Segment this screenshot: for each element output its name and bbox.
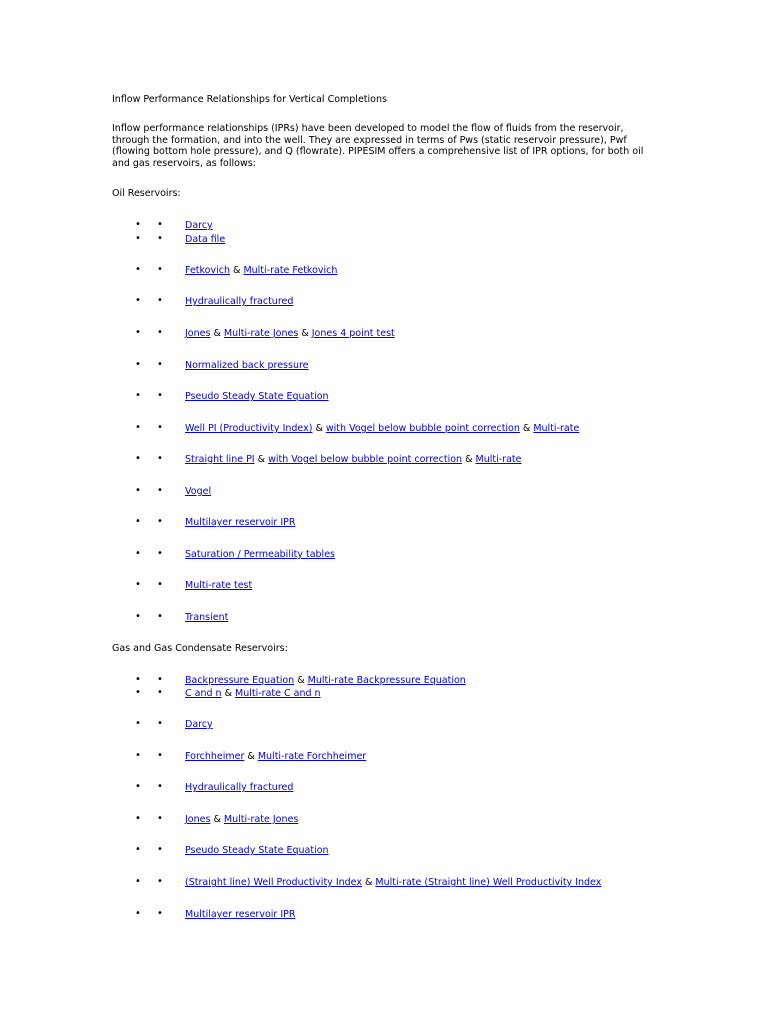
- bullet-icon: •: [135, 485, 141, 496]
- bullet-icon: •: [157, 813, 163, 824]
- gas-reservoirs-heading: Gas and Gas Condensate Reservoirs:: [112, 643, 288, 654]
- item-links: [185, 423, 579, 435]
- item-links: [185, 580, 252, 592]
- ipr-link[interactable]: Well PI (Productivity Index): [185, 423, 313, 434]
- oil-reservoirs-heading: Oil Reservoirs:: [112, 188, 181, 199]
- ampersand-separator: &: [230, 265, 244, 276]
- ipr-link[interactable]: Multi-rate Jones: [223, 814, 299, 825]
- item-links: [185, 360, 309, 372]
- item-links: [185, 296, 293, 308]
- bullet-icon: •: [157, 548, 163, 559]
- ipr-link[interactable]: Multilayer reservoir IPR: [185, 517, 296, 528]
- bullet-icon: •: [157, 390, 163, 401]
- ampersand-separator: &: [361, 877, 376, 888]
- ipr-link[interactable]: Pseudo Steady State Equation: [185, 845, 329, 856]
- bullet-icon: •: [157, 327, 163, 338]
- ipr-link[interactable]: Multi-rate: [475, 454, 522, 465]
- bullet-icon: •: [135, 750, 141, 761]
- ampersand-separator: &: [244, 751, 258, 762]
- ipr-link[interactable]: Transient: [185, 612, 229, 623]
- ampersand-separator: &: [519, 423, 534, 434]
- item-links: [185, 675, 466, 687]
- bullet-icon: •: [135, 908, 141, 919]
- item-links: [185, 549, 335, 561]
- ipr-link[interactable]: Vogel: [185, 486, 212, 497]
- bullet-icon: •: [135, 327, 141, 338]
- ipr-link[interactable]: Jones: [185, 814, 211, 825]
- item-links: [185, 517, 295, 529]
- ipr-link[interactable]: Fetkovich: [185, 265, 230, 276]
- ipr-link[interactable]: Multi-rate: [533, 423, 580, 434]
- ipr-link[interactable]: Multi-rate test: [185, 580, 253, 591]
- item-links: [185, 845, 329, 857]
- ipr-link[interactable]: Pseudo Steady State Equation: [185, 391, 329, 402]
- item-links: [185, 719, 213, 731]
- bullet-icon: •: [135, 579, 141, 590]
- bullet-icon: •: [157, 718, 163, 729]
- ampersand-separator: &: [298, 328, 312, 339]
- bullet-icon: •: [157, 453, 163, 464]
- item-links: [185, 486, 211, 498]
- item-links: [185, 688, 321, 700]
- bullet-icon: •: [135, 687, 141, 698]
- bullet-icon: •: [135, 295, 141, 306]
- bullet-icon: •: [157, 264, 163, 275]
- bullet-icon: •: [157, 844, 163, 855]
- ipr-link[interactable]: Multi-rate Jones: [223, 328, 299, 339]
- ampersand-separator: &: [221, 688, 236, 699]
- ipr-link[interactable]: Straight line PI: [185, 454, 255, 465]
- bullet-icon: •: [135, 781, 141, 792]
- ipr-link[interactable]: Multi-rate C and n: [235, 688, 321, 699]
- item-links: [185, 751, 366, 763]
- bullet-icon: •: [157, 516, 163, 527]
- ipr-link[interactable]: C and n: [185, 688, 222, 699]
- item-links: [185, 612, 228, 624]
- bullet-icon: •: [157, 219, 163, 230]
- ampersand-separator: &: [210, 328, 224, 339]
- item-links: [185, 877, 601, 889]
- ipr-link[interactable]: Multi-rate Forchheimer: [257, 751, 367, 762]
- ipr-link[interactable]: Darcy: [185, 719, 213, 730]
- bullet-icon: •: [135, 359, 141, 370]
- bullet-icon: •: [135, 453, 141, 464]
- ipr-link[interactable]: Multilayer reservoir IPR: [185, 909, 296, 920]
- item-links: [185, 814, 298, 826]
- bullet-icon: •: [135, 611, 141, 622]
- ipr-link[interactable]: with Vogel below bubble point correction: [268, 454, 463, 465]
- bullet-icon: •: [135, 548, 141, 559]
- bullet-icon: •: [157, 233, 163, 244]
- ampersand-separator: &: [312, 423, 326, 434]
- ipr-link[interactable]: Normalized back pressure: [185, 360, 309, 371]
- ipr-link[interactable]: Data file: [185, 234, 226, 245]
- ipr-link[interactable]: Multi-rate Fetkovich: [243, 265, 338, 276]
- ipr-link[interactable]: Backpressure Equation: [185, 675, 295, 686]
- bullet-icon: •: [135, 264, 141, 275]
- bullet-icon: •: [157, 485, 163, 496]
- bullet-icon: •: [157, 674, 163, 685]
- bullet-icon: •: [135, 876, 141, 887]
- item-links: [185, 234, 225, 246]
- bullet-icon: •: [135, 422, 141, 433]
- ampersand-separator: &: [294, 675, 308, 686]
- bullet-icon: •: [157, 908, 163, 919]
- ipr-link[interactable]: Multi-rate (Straight line) Well Productivity Index: [375, 877, 602, 888]
- bullet-icon: •: [157, 359, 163, 370]
- item-links: [185, 328, 395, 340]
- ipr-link[interactable]: Saturation / Permeability tables: [185, 549, 335, 560]
- page-title: Inflow Performance Relationships for Vertical Completions: [112, 94, 387, 105]
- bullet-icon: •: [157, 750, 163, 761]
- bullet-icon: •: [157, 295, 163, 306]
- ipr-link[interactable]: Hydraulically fractured: [185, 296, 294, 307]
- bullet-icon: •: [135, 233, 141, 244]
- bullet-icon: •: [135, 813, 141, 824]
- item-links: [185, 265, 337, 277]
- bullet-icon: •: [135, 674, 141, 685]
- bullet-icon: •: [157, 579, 163, 590]
- ipr-link[interactable]: with Vogel below bubble point correction: [325, 423, 520, 434]
- ampersand-separator: &: [210, 814, 224, 825]
- ampersand-separator: &: [462, 454, 476, 465]
- item-links: [185, 782, 293, 794]
- ipr-link[interactable]: Forchheimer: [185, 751, 245, 762]
- bullet-icon: •: [135, 219, 141, 230]
- ampersand-separator: &: [254, 454, 269, 465]
- ipr-link[interactable]: Darcy: [185, 220, 213, 231]
- item-links: [185, 909, 295, 921]
- bullet-icon: •: [157, 687, 163, 698]
- bullet-icon: •: [157, 876, 163, 887]
- bullet-icon: •: [157, 781, 163, 792]
- bullet-icon: •: [135, 390, 141, 401]
- item-links: [185, 391, 329, 403]
- ipr-link[interactable]: Multi-rate Backpressure Equation: [307, 675, 466, 686]
- bullet-icon: •: [135, 844, 141, 855]
- bullet-icon: •: [157, 422, 163, 433]
- item-links: [185, 454, 521, 466]
- bullet-icon: •: [135, 516, 141, 527]
- ipr-link[interactable]: Jones 4 point test: [311, 328, 395, 339]
- intro-paragraph: Inflow performance relationships (IPRs) have been developed to model the flow of fluids from the reservoir, through the formation, and into the well. They are expressed in terms of Pws (static reservoir pressure), Pwf (flowing bottom hole pressure), and Q (flowrate). PIPESIM offers a comprehensive list of IPR options, for both oil and gas reservoirs, as follows:: [112, 123, 644, 169]
- bullet-icon: •: [157, 611, 163, 622]
- item-links: [185, 220, 213, 232]
- ipr-link[interactable]: Jones: [185, 328, 211, 339]
- ipr-link[interactable]: (Straight line) Well Productivity Index: [185, 877, 362, 888]
- bullet-icon: •: [135, 718, 141, 729]
- ipr-link[interactable]: Hydraulically fractured: [185, 782, 294, 793]
